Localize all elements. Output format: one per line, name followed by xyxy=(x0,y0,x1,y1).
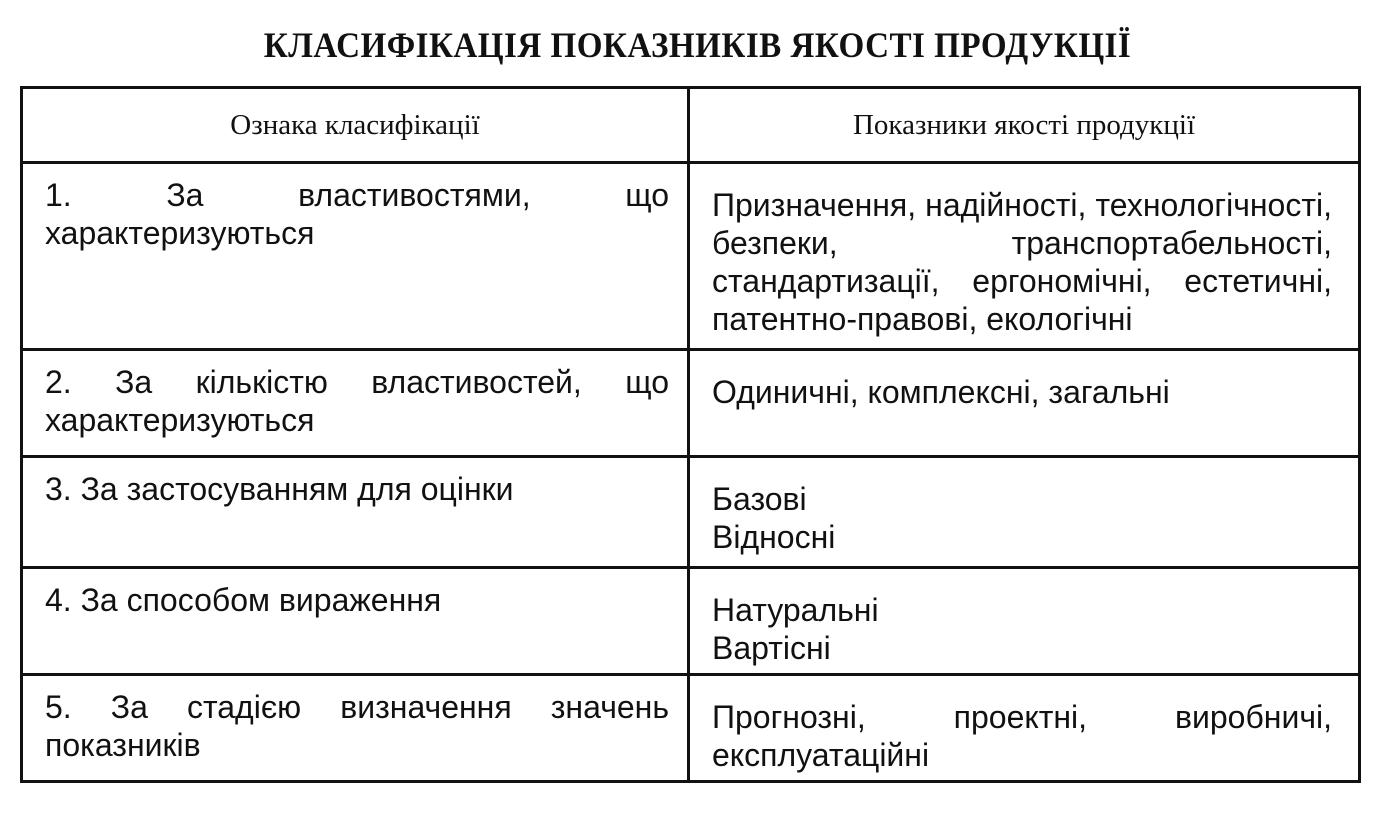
indicators-cell xyxy=(689,675,1360,782)
criterion-text: 3. За застосуванням для оцінки xyxy=(45,471,514,507)
table-row xyxy=(22,350,1360,457)
table-row xyxy=(22,568,1360,675)
criterion-text: 4. За способом вираження xyxy=(45,582,442,618)
criterion-cell xyxy=(22,675,689,782)
header-criterion: Ознака класифікації xyxy=(22,88,689,163)
indicators-list xyxy=(690,458,1358,556)
criterion-text: 1. За властивостями, що характеризуються xyxy=(45,177,669,251)
criterion-cell xyxy=(22,457,689,568)
criterion-text: 5. За стадією визначення значень показників xyxy=(45,689,669,763)
classification-table xyxy=(20,86,1361,783)
indicator-item: Натуральні xyxy=(712,592,879,628)
criterion-cell xyxy=(22,568,689,675)
criterion-text: 2. За кількістю властивостей, що характеризуються xyxy=(45,364,669,438)
criterion-cell xyxy=(22,350,689,457)
indicator-item: Відносні xyxy=(712,519,836,555)
criterion-cell xyxy=(22,163,689,350)
table-header-row xyxy=(22,88,1360,163)
indicator-item: Базові xyxy=(712,481,807,517)
indicators-cell xyxy=(689,568,1360,675)
header-indicators: Показники якості продукції xyxy=(689,88,1360,163)
indicators-cell xyxy=(689,457,1360,568)
table-row xyxy=(22,675,1360,782)
indicators-cell xyxy=(689,163,1360,350)
indicators-text: Прогнозні, проектні, виробничі, експлуатаційні xyxy=(712,699,1332,773)
indicators-text: Призначення, надійності, технологічності, безпеки, транспортабельності, стандартизації, ергономічні, естетичні, патентно-правові, екологічні xyxy=(712,187,1332,337)
indicators-list xyxy=(690,569,1358,667)
page-title: КЛАСИФІКАЦІЯ ПОКАЗНИКІВ ЯКОСТІ ПРОДУКЦІЇ xyxy=(263,25,1132,65)
table-row xyxy=(22,163,1360,350)
indicator-item: Вартісні xyxy=(712,630,831,666)
table-row xyxy=(22,457,1360,568)
indicators-text: Одиничні, комплексні, загальні xyxy=(712,374,1170,410)
indicators-cell xyxy=(689,350,1360,457)
classification-table-wrapper xyxy=(20,86,1358,783)
